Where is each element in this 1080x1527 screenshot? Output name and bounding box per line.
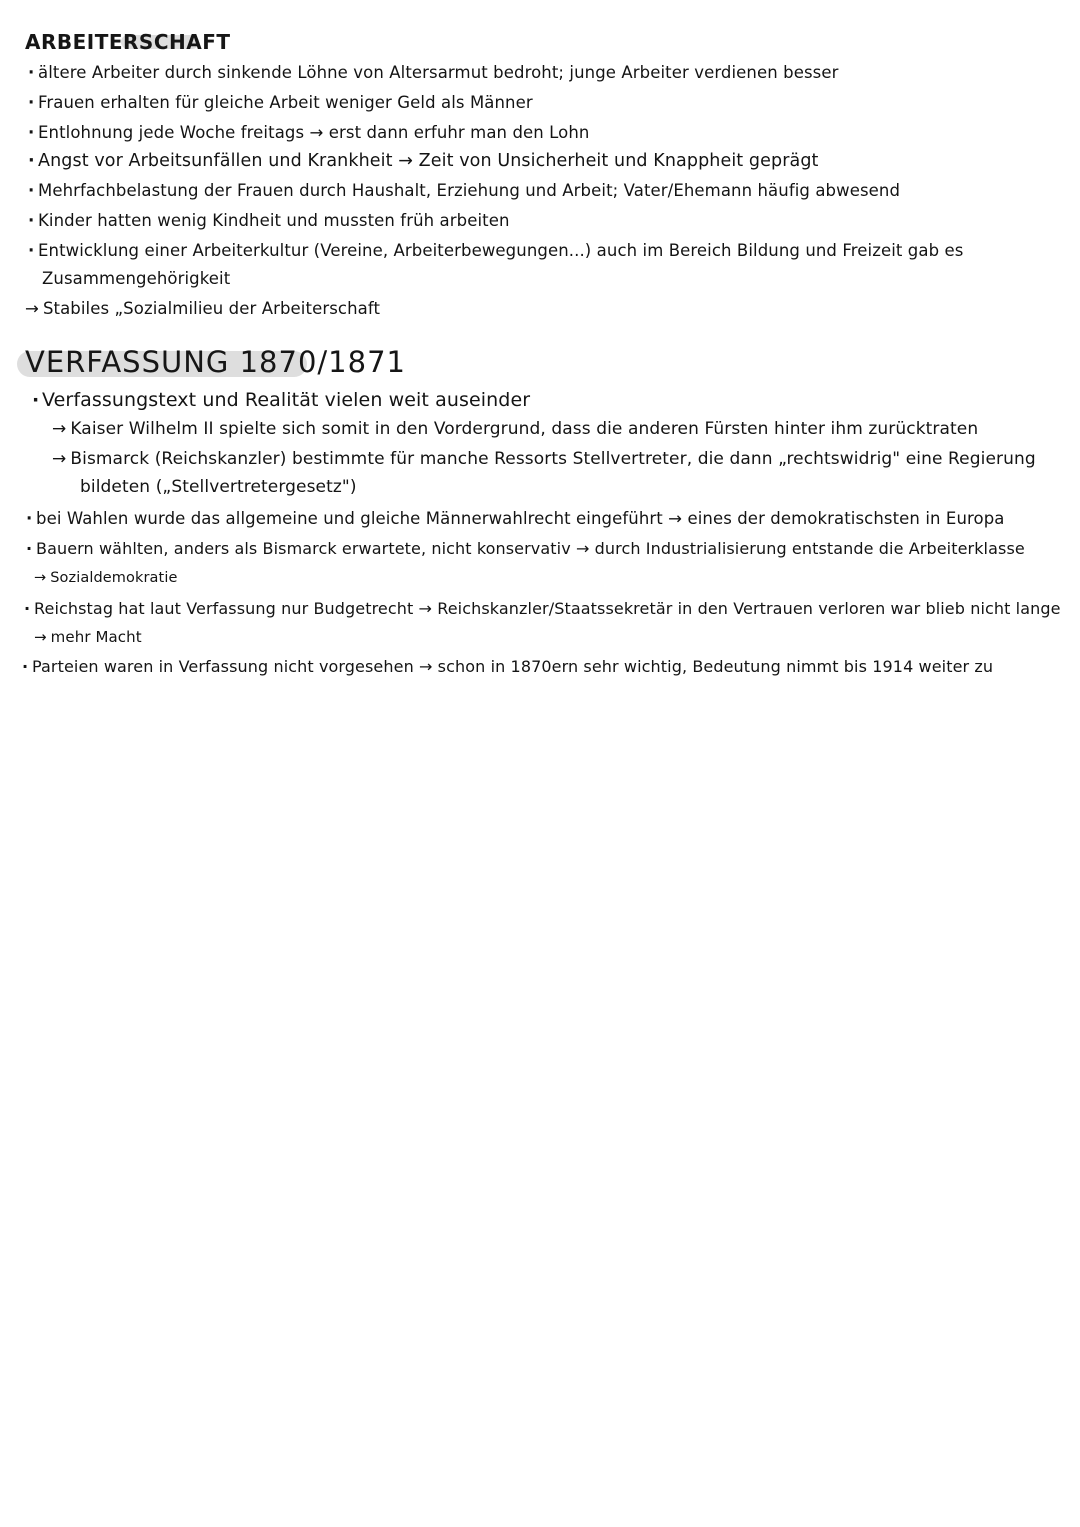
arrow-icon: →	[34, 570, 47, 586]
bullet-mark: ·	[26, 509, 33, 528]
note-line	[80, 475, 357, 499]
note-line	[28, 92, 533, 114]
bullet-mark: ·	[28, 151, 35, 171]
bullet-mark: ·	[28, 63, 35, 82]
section-heading-arbeiterschaft	[25, 30, 231, 54]
note-text: Stabiles „Sozialmilieu der Arbeiterschaft	[42, 299, 381, 318]
section-heading-verfassung	[25, 345, 406, 379]
note-text: Bismarck (Reichskanzler) bestimmte für manche Ressorts Stellvertreter, die dann „rechtswidrig" eine Regierung	[70, 449, 1036, 469]
note-line	[28, 150, 819, 172]
bullet-mark: ·	[32, 389, 40, 411]
note-text: Frauen erhalten für gleiche Arbeit weniger Geld als Männer	[38, 93, 533, 112]
note-line	[28, 240, 963, 262]
note-text: Angst vor Arbeitsunfällen und Krankheit → Zeit von Unsicherheit und Knappheit geprägt	[38, 151, 819, 171]
bullet-mark: ·	[28, 241, 35, 260]
bullet-mark: ·	[22, 657, 29, 676]
note-line	[26, 537, 1025, 561]
note-line	[34, 567, 177, 589]
bullet-mark: ·	[24, 599, 31, 618]
section-heading-text: ARBEITERSCHAFT	[25, 30, 231, 54]
note-line	[28, 210, 510, 232]
note-line	[52, 447, 1036, 471]
note-text: Mehrfachbelastung der Frauen durch Haushalt, Erziehung und Arbeit; Vater/Ehemann häufig abwesend	[38, 181, 901, 200]
arrow-icon: →	[52, 449, 67, 469]
note-line	[26, 507, 1005, 531]
bullet-mark: ·	[26, 539, 33, 558]
note-line	[22, 655, 993, 679]
note-text: Entlohnung jede Woche freitags → erst dann erfuhr man den Lohn	[38, 123, 590, 142]
note-line	[28, 180, 900, 202]
note-line	[52, 417, 978, 441]
note-text: bei Wahlen wurde das allgemeine und gleiche Männerwahlrecht eingeführt → eines der demokratischsten in Europa	[36, 509, 1005, 528]
note-text: Verfassungstext und Realität vielen weit auseinder	[42, 389, 531, 411]
note-line	[24, 597, 1061, 621]
note-line	[34, 626, 142, 648]
arrow-icon: →	[25, 299, 39, 318]
note-text: Bauern wählten, anders als Bismarck erwartete, nicht konservativ → durch Industrialisierung entstande die Arbeiterklasse	[36, 539, 1025, 558]
bullet-mark: ·	[28, 123, 35, 142]
section-heading-text: VERFASSUNG 1870/1871	[25, 345, 406, 379]
note-text: Kinder hatten wenig Kindheit und mussten früh arbeiten	[38, 211, 510, 230]
bullet-mark: ·	[28, 93, 35, 112]
arrow-icon: →	[34, 628, 47, 646]
note-text: bildeten („Stellvertretergesetz")	[80, 477, 357, 497]
note-line	[28, 122, 590, 144]
note-line	[42, 268, 230, 290]
note-text: ältere Arbeiter durch sinkende Löhne von Altersarmut bedroht; junge Arbeiter verdienen besser	[38, 63, 839, 82]
note-line	[28, 62, 839, 84]
note-text: Sozialdemokratie	[50, 570, 178, 586]
note-text: Reichstag hat laut Verfassung nur Budgetrecht → Reichskanzler/Staatssekretär in den Vertrauen verloren war blieb nicht lange	[34, 599, 1061, 618]
note-text: Entwicklung einer Arbeiterkultur (Vereine, Arbeiterbewegungen...) auch im Bereich Bildung und Freizeit gab es	[38, 241, 964, 260]
bullet-mark: ·	[28, 211, 35, 230]
note-text: Zusammengehörigkeit	[42, 269, 231, 288]
note-text: Parteien waren in Verfassung nicht vorgesehen → schon in 1870ern sehr wichtig, Bedeutung nimmt bis 1914 weiter zu	[32, 657, 994, 676]
note-line	[32, 388, 530, 412]
bullet-mark: ·	[28, 181, 35, 200]
note-text: Kaiser Wilhelm II spielte sich somit in den Vordergrund, dass die anderen Fürsten hinter ihm zurücktraten	[70, 419, 979, 439]
note-text: mehr Macht	[50, 628, 142, 646]
note-line	[25, 298, 380, 320]
arrow-icon: →	[52, 419, 67, 439]
